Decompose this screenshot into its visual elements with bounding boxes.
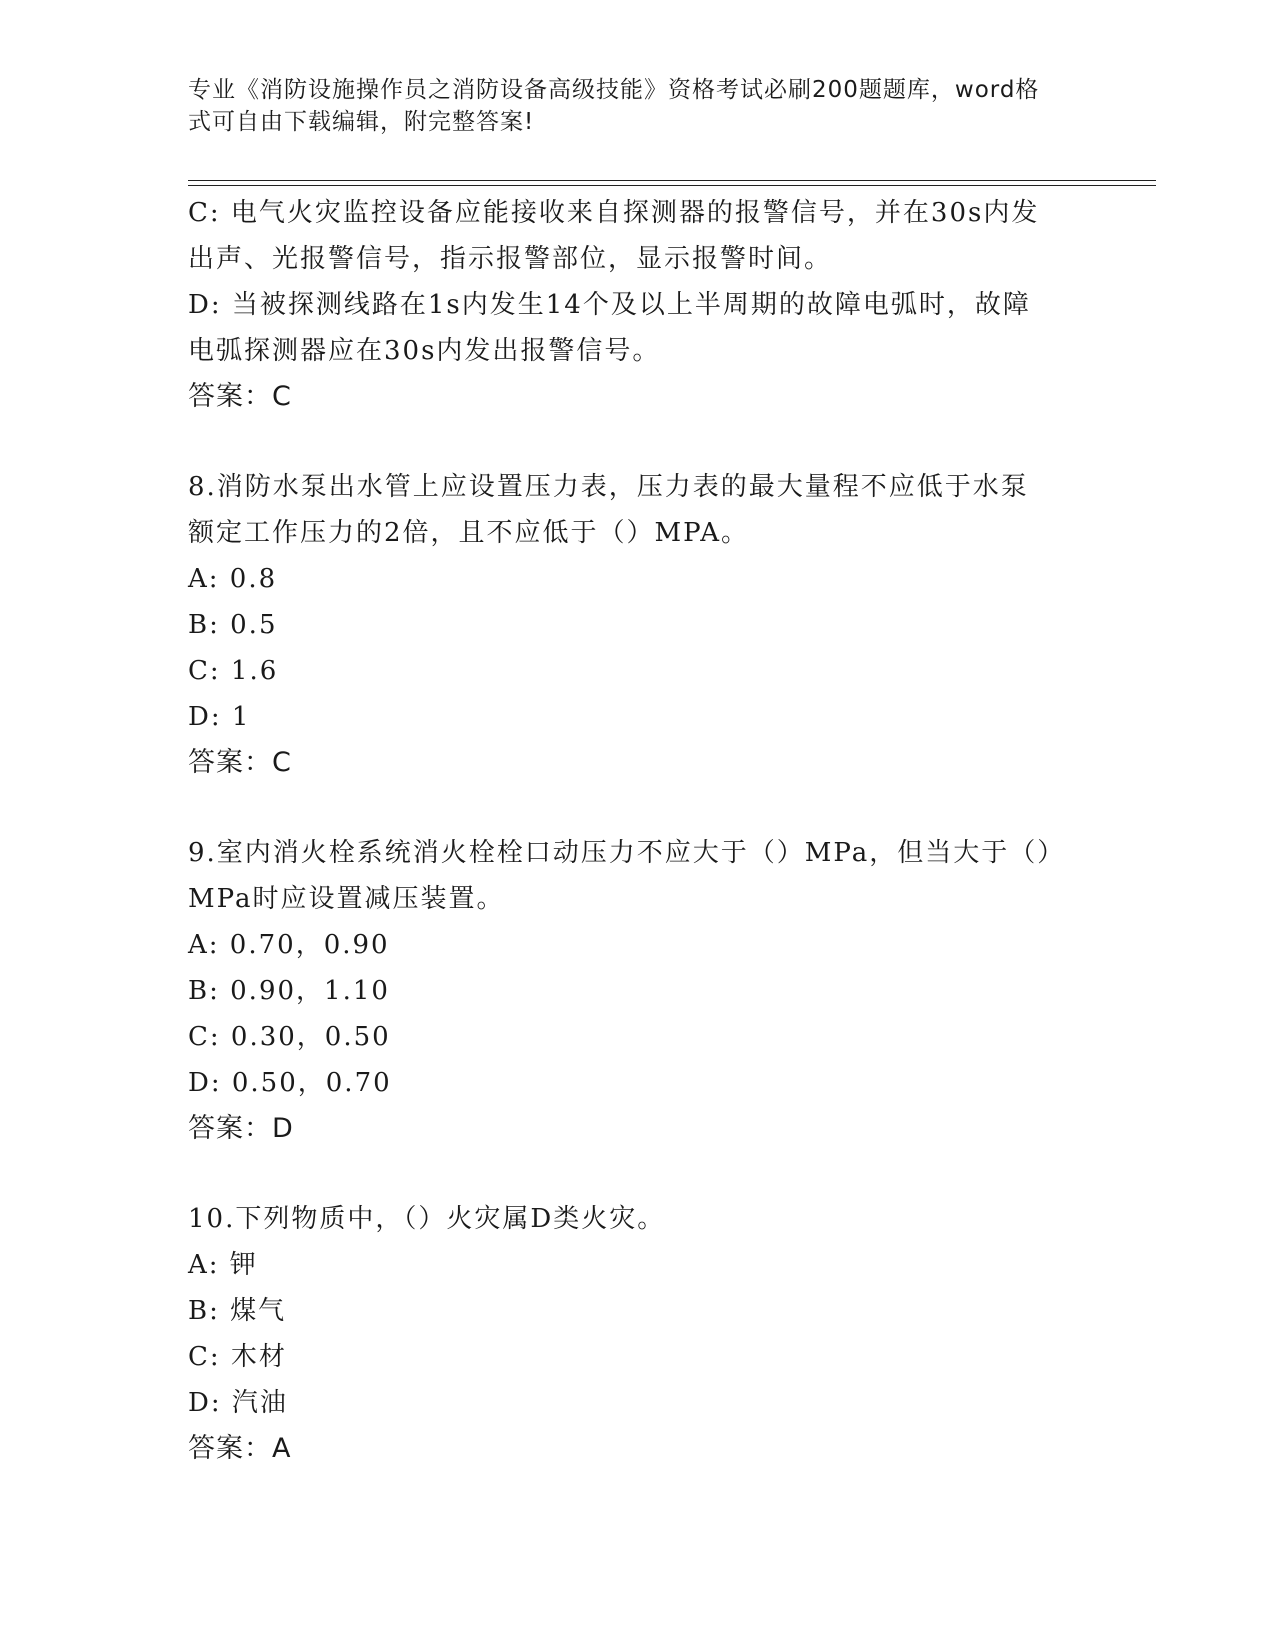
header-line-2: 式可自由下载编辑，附完整答案!: [188, 109, 535, 135]
header-rule-bottom: [188, 185, 1156, 186]
answer-q8: 答案：C: [188, 747, 292, 778]
option-d-line-1: D: 当被探测线路在1s内发生14个及以上半周期的故障电弧时，故障: [188, 290, 1031, 320]
question-10-option-c: C: 木材: [188, 1342, 287, 1372]
header-rule-top: [188, 180, 1156, 181]
question-9-option-c: C: 0.30，0.50: [188, 1022, 391, 1052]
question-8-stem-line-2: 额定工作压力的2倍，且不应低于（）MPA。: [188, 518, 750, 548]
answer-q9: 答案：D: [188, 1113, 294, 1144]
question-8-option-a: A: 0.8: [188, 564, 278, 594]
spacer: [188, 786, 1088, 830]
spacer: [188, 1152, 1088, 1196]
option-d-line-2: 电弧探测器应在30s内发出报警信号。: [188, 336, 661, 366]
question-9-stem-line-1: 9.室内消火栓系统消火栓栓口动压力不应大于（）MPa，但当大于（）: [188, 838, 1066, 868]
answer-q7: 答案：C: [188, 381, 292, 412]
question-9-option-d: D: 0.50，0.70: [188, 1068, 392, 1098]
question-8-option-d: D: 1: [188, 702, 251, 732]
question-8-stem-line-1: 8.消防水泵出水管上应设置压力表，压力表的最大量程不应低于水泵: [188, 472, 1029, 502]
question-10-option-d: D: 汽油: [188, 1388, 288, 1418]
header-line-1: 专业《消防设施操作员之消防设备高级技能》资格考试必刷200题题库，word格: [188, 77, 1040, 103]
question-7-tail: [188, 190, 1088, 420]
question-8: [188, 464, 1088, 786]
question-content: [188, 190, 1088, 1472]
question-10: [188, 1196, 1088, 1472]
option-c-line-2: 出声、光报警信号，指示报警部位，显示报警时间。: [188, 244, 833, 274]
question-10-stem: 10.下列物质中，（）火灾属D类火灾。: [188, 1204, 666, 1234]
question-8-option-b: B: 0.5: [188, 610, 278, 640]
document-header: [188, 74, 1068, 138]
question-10-option-b: B: 煤气: [188, 1296, 287, 1326]
question-9: [188, 830, 1088, 1152]
spacer: [188, 420, 1088, 464]
question-9-stem-line-2: MPa时应设置减压装置。: [188, 884, 505, 914]
question-8-option-c: C: 1.6: [188, 656, 279, 686]
answer-q10: 答案：A: [188, 1433, 292, 1464]
option-c-line-1: C: 电气火灾监控设备应能接收来自探测器的报警信号，并在30s内发: [188, 198, 1040, 228]
question-9-option-a: A: 0.70，0.90: [188, 930, 390, 960]
question-9-option-b: B: 0.90，1.10: [188, 976, 390, 1006]
question-10-option-a: A: 钾: [188, 1250, 258, 1280]
